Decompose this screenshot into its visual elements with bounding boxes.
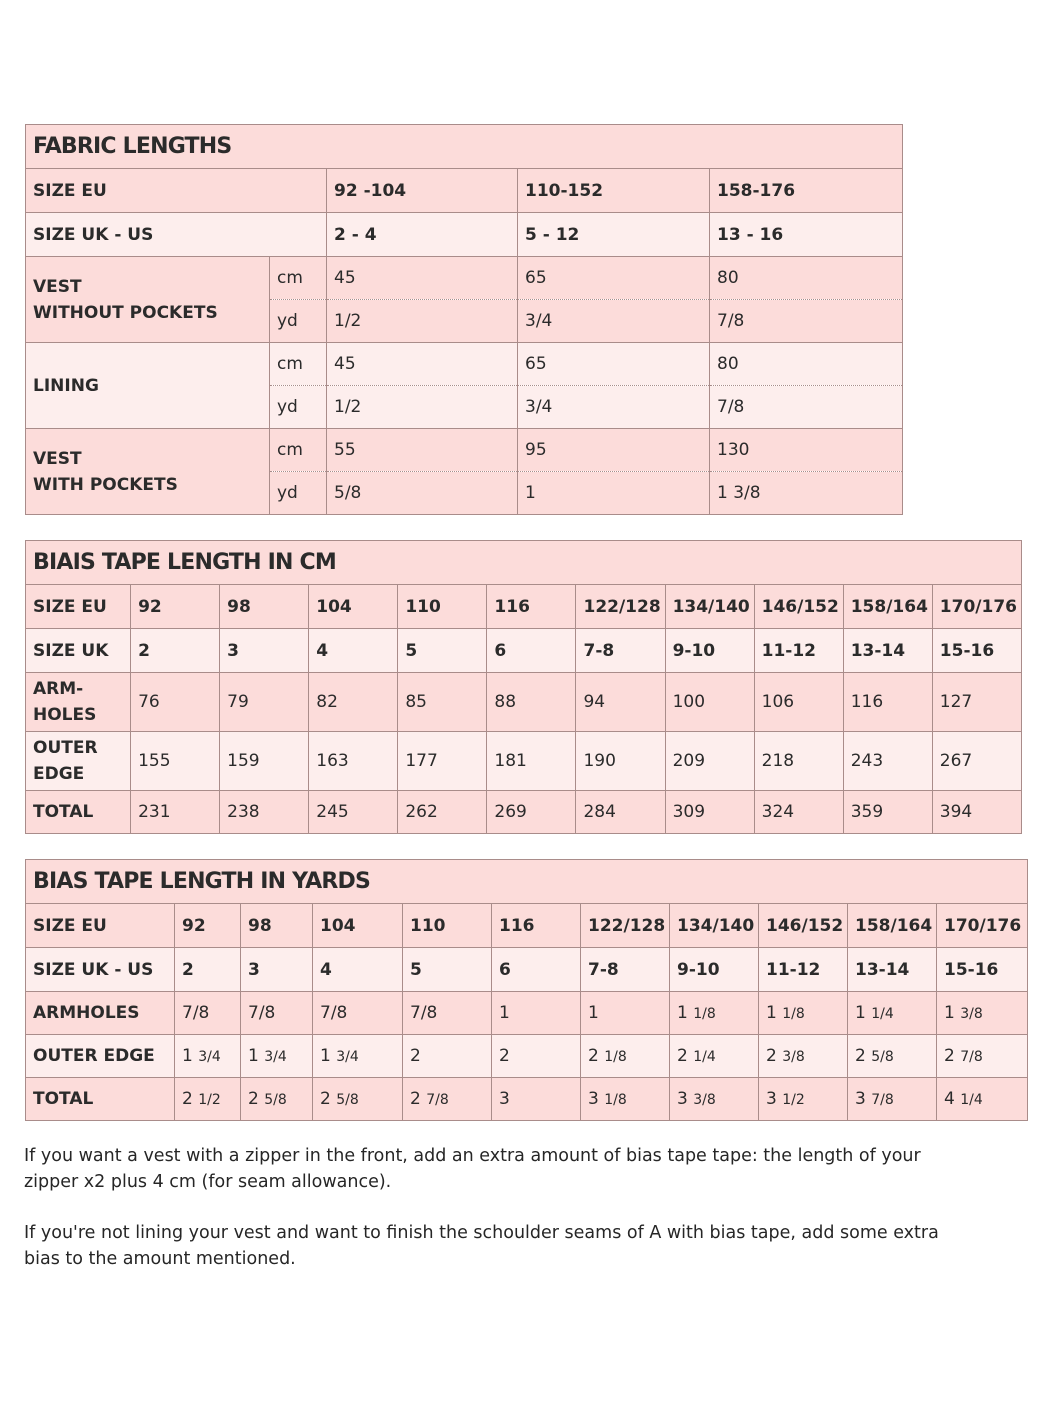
unit-label: yd	[270, 300, 327, 343]
cell: 79	[220, 673, 309, 732]
cell: 158/164	[848, 904, 937, 948]
cell: 110	[398, 585, 487, 629]
cell: 231	[131, 791, 220, 834]
cell: 170/176	[932, 585, 1021, 629]
cell: 11-12	[754, 629, 843, 673]
fabric-title: FABRIC LENGTHS	[26, 125, 903, 169]
cell: 155	[131, 732, 220, 791]
bias-cm-title: BIAIS TAPE LENGTH IN CM	[26, 541, 1022, 585]
cell: 1 1/8	[759, 992, 848, 1035]
group-label: VEST WITHOUT POCKETS	[26, 257, 270, 343]
row-label: SIZE EU	[26, 169, 327, 213]
cell: 1 3/4	[313, 1035, 403, 1078]
cell: 7/8	[175, 992, 241, 1035]
cell: 80	[710, 343, 903, 386]
cell: 98	[220, 585, 309, 629]
row-label: TOTAL	[26, 791, 131, 834]
cell: 3 1/8	[581, 1078, 670, 1121]
cell: 7/8	[241, 992, 313, 1035]
cell: 2	[175, 948, 241, 992]
cell: 9-10	[665, 629, 754, 673]
cell: 245	[309, 791, 398, 834]
cell: 6	[487, 629, 576, 673]
row-label: SIZE EU	[26, 585, 131, 629]
cell: 267	[932, 732, 1021, 791]
zipper-note: If you want a vest with a zipper in the front, add an extra amount of bias tape tape: the length of your zipper x2 plus 4 cm (for seam allowance).	[24, 1146, 921, 1192]
cell: 106	[754, 673, 843, 732]
row-label: OUTER EDGE	[26, 732, 131, 791]
cell: 127	[932, 673, 1021, 732]
cell: 1 3/8	[937, 992, 1028, 1035]
cell: 116	[487, 585, 576, 629]
row-label: SIZE UK - US	[26, 213, 327, 257]
cell: 45	[327, 343, 518, 386]
cell: 190	[576, 732, 665, 791]
cell: 116	[492, 904, 581, 948]
cell: 95	[518, 429, 710, 472]
cell: 1	[492, 992, 581, 1035]
cell: 2 1/4	[670, 1035, 759, 1078]
cell: 2 7/8	[937, 1035, 1028, 1078]
cell: 359	[843, 791, 932, 834]
cell: 170/176	[937, 904, 1028, 948]
cell: 1 1/8	[670, 992, 759, 1035]
cell: 98	[241, 904, 313, 948]
cell: 2	[131, 629, 220, 673]
cell: 134/140	[670, 904, 759, 948]
cell: 1/2	[327, 386, 518, 429]
cell: 163	[309, 732, 398, 791]
cell: 4 1/4	[937, 1078, 1028, 1121]
group-label: LINING	[26, 343, 270, 429]
cell: 3	[492, 1078, 581, 1121]
cell: 94	[576, 673, 665, 732]
cell: 2 1/8	[581, 1035, 670, 1078]
row-label: OUTER EDGE	[26, 1035, 175, 1078]
cell: 3 1/2	[759, 1078, 848, 1121]
cell: 3/4	[518, 386, 710, 429]
cell: 1 3/4	[175, 1035, 241, 1078]
cell: 122/128	[576, 585, 665, 629]
bias-tape-cm-table	[25, 540, 1022, 834]
cell: 7/8	[313, 992, 403, 1035]
cell: 92 -104	[327, 169, 518, 213]
cell: 243	[843, 732, 932, 791]
cell: 158-176	[710, 169, 903, 213]
cell: 324	[754, 791, 843, 834]
unit-label: cm	[270, 343, 327, 386]
cell: 15-16	[937, 948, 1028, 992]
cell: 110-152	[518, 169, 710, 213]
cell: 80	[710, 257, 903, 300]
cell: 1	[581, 992, 670, 1035]
cell: 15-16	[932, 629, 1021, 673]
cell: 2 5/8	[313, 1078, 403, 1121]
cell: 269	[487, 791, 576, 834]
cell: 76	[131, 673, 220, 732]
cell: 2	[403, 1035, 492, 1078]
cell: 158/164	[843, 585, 932, 629]
cell: 262	[398, 791, 487, 834]
cell: 2 1/2	[175, 1078, 241, 1121]
cell: 13-14	[848, 948, 937, 992]
cell: 3	[220, 629, 309, 673]
cell: 92	[175, 904, 241, 948]
row-label: TOTAL	[26, 1078, 175, 1121]
cell: 65	[518, 257, 710, 300]
cell: 65	[518, 343, 710, 386]
cell: 1 1/4	[848, 992, 937, 1035]
cell: 394	[932, 791, 1021, 834]
group-label: VEST WITH POCKETS	[26, 429, 270, 515]
cell: 3 7/8	[848, 1078, 937, 1121]
cell: 134/140	[665, 585, 754, 629]
cell: 5	[403, 948, 492, 992]
cell: 177	[398, 732, 487, 791]
cell: 13 - 16	[710, 213, 903, 257]
unit-label: yd	[270, 386, 327, 429]
row-label: ARMHOLES	[26, 992, 175, 1035]
cell: 4	[309, 629, 398, 673]
unit-label: yd	[270, 472, 327, 515]
cell: 1/2	[327, 300, 518, 343]
cell: 2 5/8	[848, 1035, 937, 1078]
cell: 3 3/8	[670, 1078, 759, 1121]
cell: 5/8	[327, 472, 518, 515]
cell: 309	[665, 791, 754, 834]
cell: 88	[487, 673, 576, 732]
cell: 9-10	[670, 948, 759, 992]
cell: 238	[220, 791, 309, 834]
cell: 3/4	[518, 300, 710, 343]
row-label: SIZE UK	[26, 629, 131, 673]
cell: 2 5/8	[241, 1078, 313, 1121]
cell: 130	[710, 429, 903, 472]
row-label: SIZE UK - US	[26, 948, 175, 992]
unit-label: cm	[270, 429, 327, 472]
cell: 116	[843, 673, 932, 732]
cell: 7/8	[403, 992, 492, 1035]
cell: 146/152	[754, 585, 843, 629]
cell: 5	[398, 629, 487, 673]
fabric-lengths-table	[25, 124, 903, 515]
lining-note: If you're not lining your vest and want to finish the schoulder seams of A with bias tape, add some extra bias to the amount mentioned.	[24, 1223, 939, 1269]
cell: 181	[487, 732, 576, 791]
cell: 104	[313, 904, 403, 948]
cell: 2 3/8	[759, 1035, 848, 1078]
cell: 1 3/4	[241, 1035, 313, 1078]
cell: 1 3/8	[710, 472, 903, 515]
cell: 146/152	[759, 904, 848, 948]
cell: 7/8	[710, 300, 903, 343]
cell: 13-14	[843, 629, 932, 673]
bias-tape-yards-table	[25, 859, 1028, 1121]
row-label: ARM- HOLES	[26, 673, 131, 732]
cell: 104	[309, 585, 398, 629]
cell: 2	[492, 1035, 581, 1078]
cell: 218	[754, 732, 843, 791]
cell: 7-8	[581, 948, 670, 992]
cell: 92	[131, 585, 220, 629]
cell: 2 7/8	[403, 1078, 492, 1121]
cell: 82	[309, 673, 398, 732]
row-label: SIZE EU	[26, 904, 175, 948]
cell: 5 - 12	[518, 213, 710, 257]
cell: 159	[220, 732, 309, 791]
unit-label: cm	[270, 257, 327, 300]
cell: 7-8	[576, 629, 665, 673]
cell: 85	[398, 673, 487, 732]
cell: 1	[518, 472, 710, 515]
bias-yd-title: BIAS TAPE LENGTH IN YARDS	[26, 860, 1028, 904]
cell: 2 - 4	[327, 213, 518, 257]
cell: 3	[241, 948, 313, 992]
cell: 4	[313, 948, 403, 992]
cell: 11-12	[759, 948, 848, 992]
cell: 110	[403, 904, 492, 948]
cell: 122/128	[581, 904, 670, 948]
cell: 6	[492, 948, 581, 992]
cell: 209	[665, 732, 754, 791]
cell: 100	[665, 673, 754, 732]
cell: 7/8	[710, 386, 903, 429]
cell: 55	[327, 429, 518, 472]
cell: 45	[327, 257, 518, 300]
cell: 284	[576, 791, 665, 834]
